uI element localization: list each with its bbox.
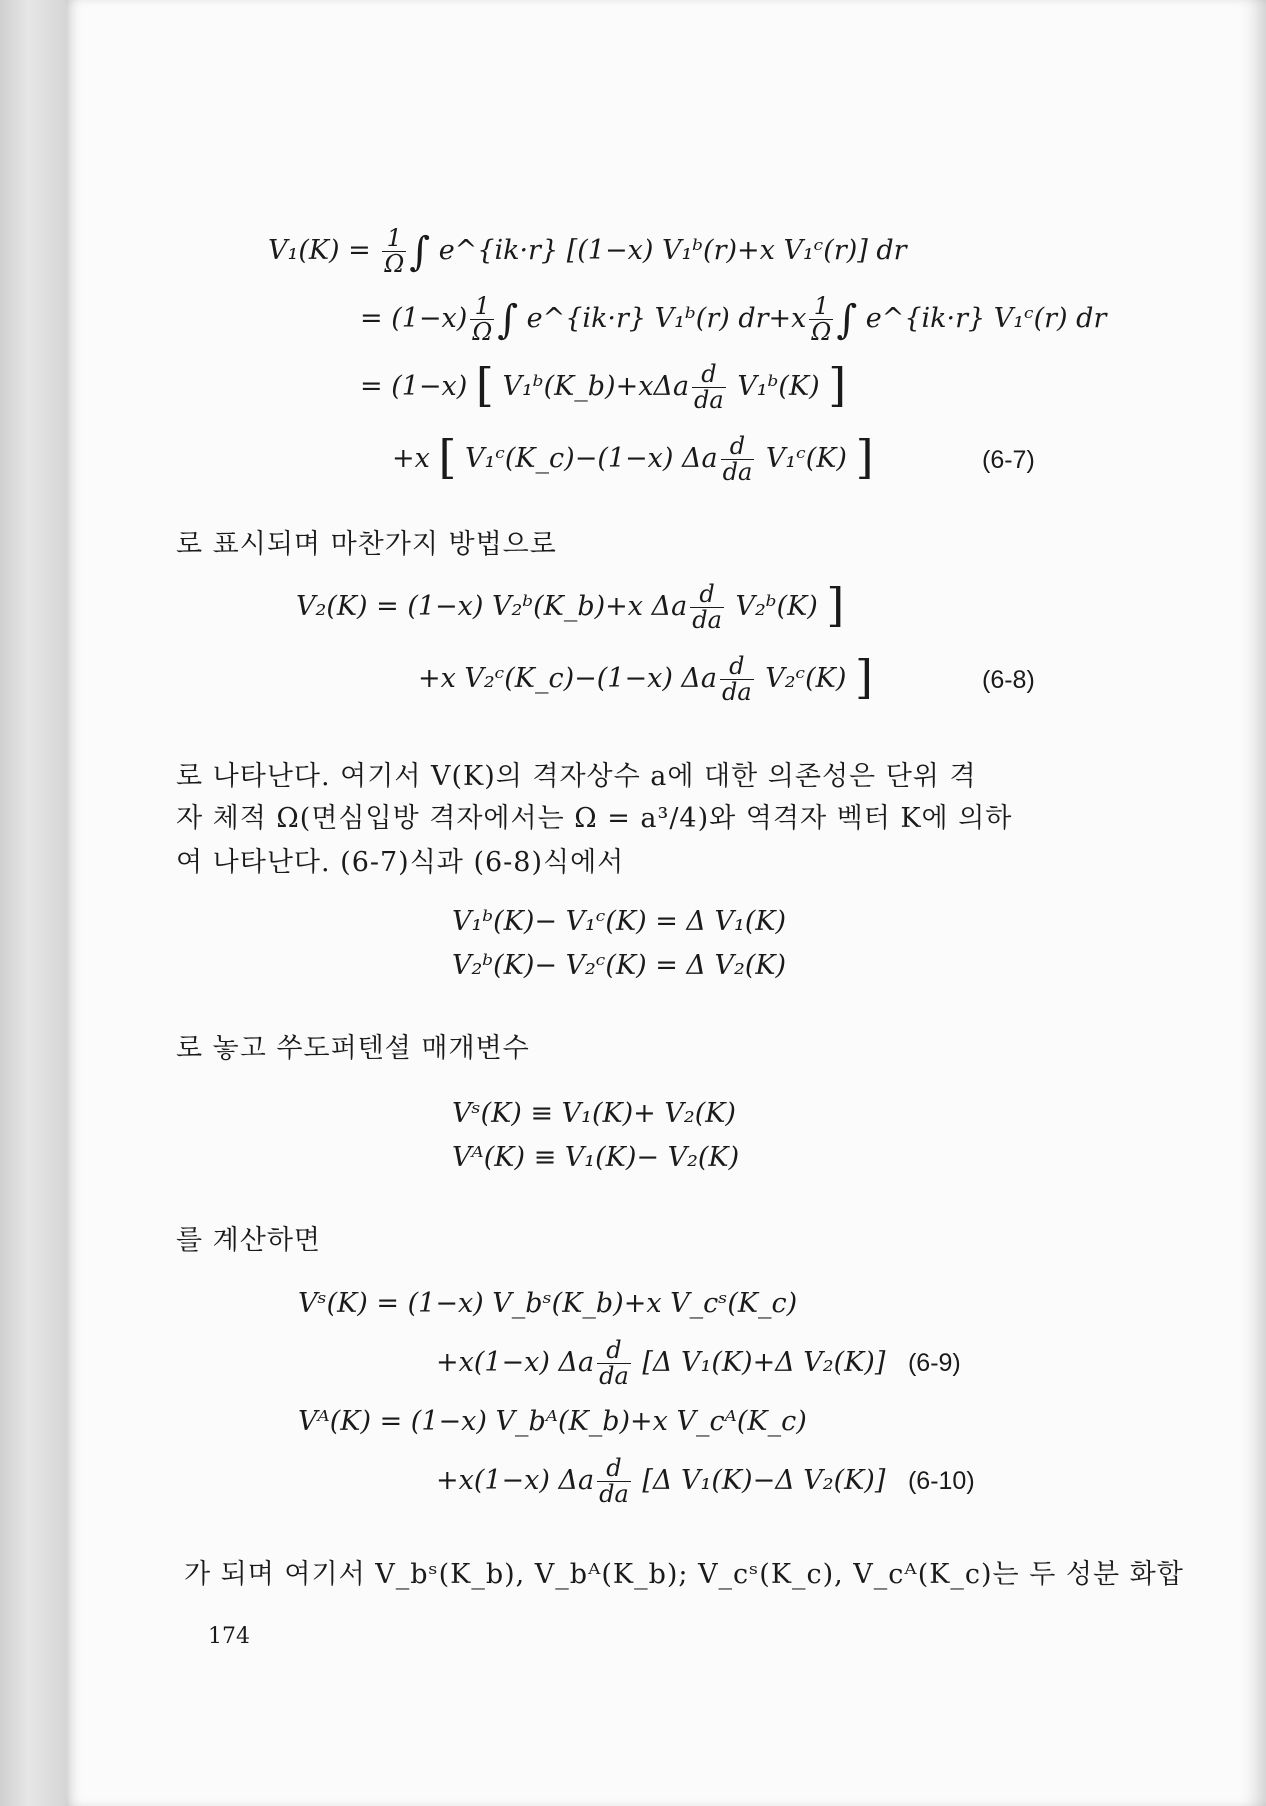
fraction: $\frac{d}{da}$ [692, 580, 722, 635]
eq-part: = (1−x) [360, 371, 468, 403]
eq-part: +x(1−x) Δa [436, 1465, 595, 1497]
eq-part: V₂ᵇ(K) [735, 591, 818, 623]
bracket: ] [854, 650, 873, 705]
fraction: $\frac{d}{da}$ [722, 652, 752, 707]
eq-part: V₂(K) = (1−x) V₂ᵇ(K_b)+x Δa [296, 591, 688, 623]
fraction: $\frac{d}{da}$ [599, 1336, 629, 1391]
equation-6-7-line-4 [392, 430, 874, 487]
eq-part: +x [392, 443, 430, 475]
paragraph-text: 를 계산하면 [176, 1225, 321, 1256]
eq-part: V₂ᶜ(K) [765, 663, 847, 695]
paragraph-text: 여 나타난다. (6-7)식과 (6-8)식에서 [176, 847, 625, 878]
page-number: 174 [208, 1624, 250, 1649]
fraction: $\frac{d}{da}$ [722, 432, 753, 487]
fraction: $\frac{1}{\Omega}$ [384, 224, 405, 279]
equation-6-8-line-2 [418, 650, 873, 707]
bracket: [ [475, 358, 494, 413]
equation-6-9-line-1: Vˢ(K) = (1−x) V_bˢ(K_b)+x V_cˢ(K_c) [298, 1288, 798, 1319]
eq-lhs: V₁(K) = [268, 235, 380, 267]
eq-part: +x V₂ᶜ(K_c)−(1−x) Δa [418, 663, 718, 695]
fraction: $\frac{1}{\Omega}$ [472, 292, 493, 347]
eq-part: [Δ V₁(K)+Δ V₂(K)] [642, 1347, 886, 1379]
eq-part: e^{ik·r} V₁ᶜ(r) dr [865, 303, 1107, 335]
equation-number: (6-8) [982, 666, 1035, 694]
paragraph-text: 로 표시되며 마찬가지 방법으로 [176, 529, 557, 560]
eq-part: V₁ᶜ(K) [765, 443, 847, 475]
eq-part: V₁ᵇ(K) [737, 371, 820, 403]
eq-part: [Δ V₁(K)−Δ V₂(K)] [642, 1465, 886, 1497]
paragraph-text: 자 체적 Ω(면심입방 격자에서는 Ω = a³/4)와 역격자 벡터 K에 의하 [176, 803, 1013, 834]
fraction: $\frac{1}{\Omega}$ [811, 292, 832, 347]
eq-rhs: e^{ik·r} [(1−x) V₁ᵇ(r)+x V₁ᶜ(r)] dr [438, 235, 907, 267]
bracket: ] [855, 430, 874, 485]
equation-definition-s: Vˢ(K) ≡ V₁(K)+ V₂(K) [452, 1098, 736, 1129]
eq-part: V₁ᶜ(K_c)−(1−x) Δa [465, 443, 718, 475]
integral-sign: ∫ [836, 297, 858, 344]
equation-6-7-line-3 [360, 358, 847, 415]
bracket: [ [438, 430, 457, 485]
paragraph-text: 가 되며 여기서 V_bˢ(K_b), V_bᴬ(K_b); V_cˢ(K_c), V_cᴬ(K_c)는 두 성분 화합 [184, 1559, 1184, 1590]
equation-6-10-line-1: Vᴬ(K) = (1−x) V_bᴬ(K_b)+x V_cᴬ(K_c) [298, 1406, 807, 1437]
paragraph-text: 로 나타난다. 여기서 V(K)의 격자상수 a에 대한 의존성은 단위 격 [176, 761, 977, 792]
fraction: $\frac{d}{da}$ [694, 360, 724, 415]
paragraph-text: 로 놓고 쑤도퍼텐셜 매개변수 [176, 1033, 530, 1064]
integral-sign: ∫ [409, 229, 431, 276]
equation-number: (6-10) [907, 1467, 975, 1496]
equation-6-9-line-2 [436, 1338, 961, 1389]
equation-definition-a: Vᴬ(K) ≡ V₁(K)− V₂(K) [452, 1142, 740, 1173]
equation-number: (6-7) [982, 446, 1035, 474]
eq-part: +x(1−x) Δa [436, 1347, 595, 1379]
equation-difference-1: V₁ᵇ(K)− V₁ᶜ(K) = Δ V₁(K) [452, 906, 787, 937]
bracket: ] [826, 578, 845, 633]
equation-difference-2: V₂ᵇ(K)− V₂ᶜ(K) = Δ V₂(K) [452, 950, 787, 981]
equation-6-8-line-1 [296, 578, 845, 635]
bracket: ] [828, 358, 847, 413]
equation-6-10-line-2 [436, 1456, 975, 1507]
eq-part: e^{ik·r} V₁ᵇ(r) dr+x [526, 303, 807, 335]
equation-6-7-line-2 [360, 294, 1106, 345]
eq-part: = (1−x) [360, 303, 468, 335]
integral-sign: ∫ [497, 297, 519, 344]
fraction: $\frac{d}{da}$ [599, 1454, 629, 1509]
equation-number: (6-9) [907, 1349, 961, 1378]
equation-6-7-line-1 [268, 226, 907, 277]
book-spine-edge [0, 0, 70, 1806]
eq-part: V₁ᵇ(K_b)+xΔa [502, 371, 690, 403]
